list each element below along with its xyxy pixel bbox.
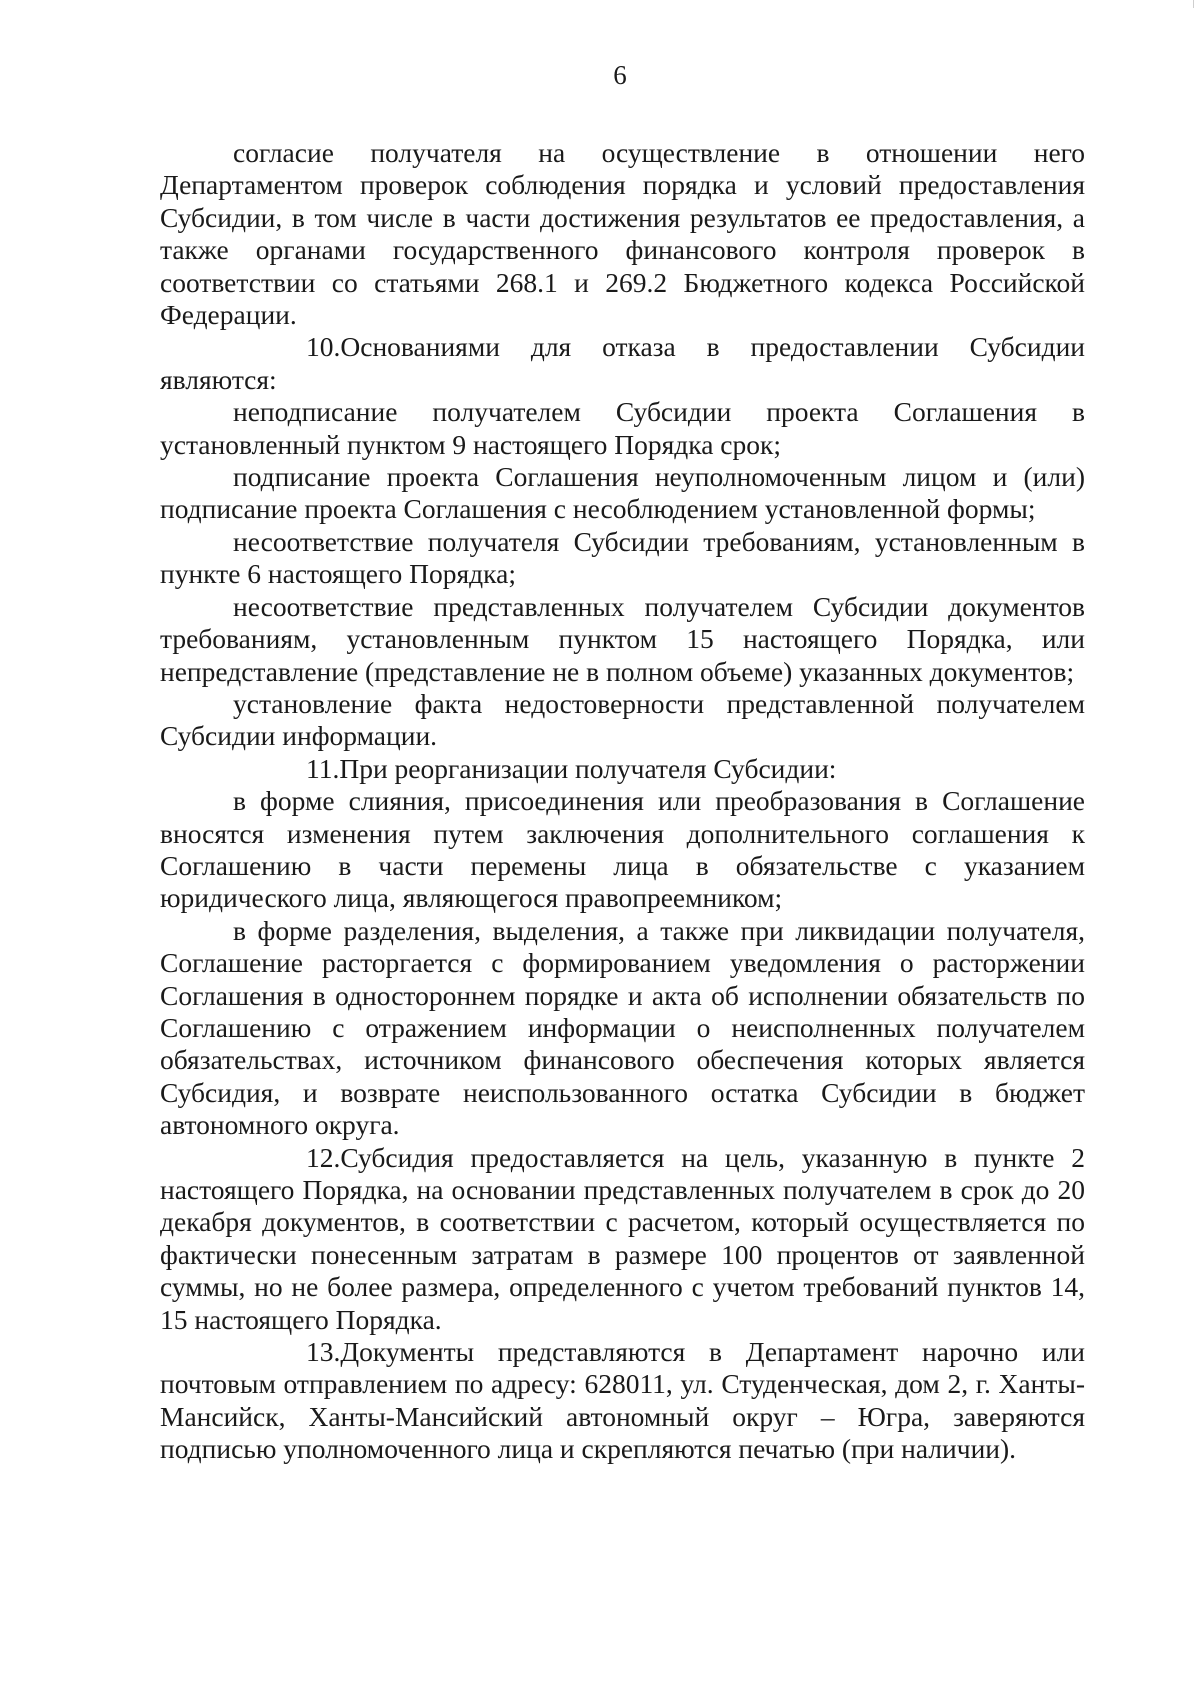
paragraph-text: подписание проекта Соглашения неуполномоченным лицом и (или) подписание проекта Соглашения с несоблюдением установленной формы; xyxy=(160,461,1085,525)
paragraph-item-13 xyxy=(160,1336,1085,1466)
paragraph-item-12 xyxy=(160,1142,1085,1336)
paragraph-reorganization-merger xyxy=(160,785,1085,915)
paragraph-refusal-ground-1 xyxy=(160,396,1085,461)
page-number: 6 xyxy=(613,60,627,90)
paragraph-text: установление факта недостоверности представленной получателем Субсидии информации. xyxy=(160,687,1085,752)
item-number: 11. xyxy=(306,752,340,784)
paragraph-text: в форме разделения, выделения, а также при ликвидации получателя, Соглашение расторгается с формированием уведомления о расторжении Соглашения в одностороннем порядке и акта об исполнении обязательств по Соглашению с отражением информации о неисполненных получателем обязательствах, источником финансового обеспечения которых является Субсидия, и возврате неиспользованного остатка Субсидии в бюджет автономного округа. xyxy=(160,914,1085,1141)
item-number: 10. xyxy=(306,331,341,363)
paragraph-text: Основаниями для отказа в предоставлении Субсидии являются: xyxy=(160,331,1085,395)
paragraph-continuation xyxy=(160,137,1085,331)
paragraph-text: При реорганизации получателя Субсидии: xyxy=(339,752,837,784)
paragraph-refusal-ground-2 xyxy=(160,461,1085,526)
paragraph-item-10 xyxy=(160,331,1085,396)
paragraph-item-11 xyxy=(160,753,1085,785)
paragraph-text: Субсидия предоставляется на цель, указанную в пункте 2 настоящего Порядка, на основании представленных получателем в срок до 20 декабря документов, в соответствии с расчетом, который осуществляется по фактически понесенным затратам в размере 100 процентов от заявленной суммы, но не более размера, определенного с учетом требований пунктов 14, 15 настоящего Порядка. xyxy=(160,1141,1085,1335)
paragraph-refusal-ground-4 xyxy=(160,591,1085,688)
paragraph-text: согласие получателя на осуществление в отношении него Департаментом проверок соблюдения порядка и условий предоставления Субсидии, в том числе в части достижения результатов ее предоставления, а также органами государственного финансового контроля проверок в соответствии со статьями 268.1 и 269.2 Бюджетного кодекса Российской Федерации. xyxy=(160,137,1085,331)
scan-edge-mark xyxy=(1189,0,1194,8)
paragraph-reorganization-division xyxy=(160,915,1085,1142)
item-number: 12. xyxy=(306,1141,341,1173)
paragraph-refusal-ground-3 xyxy=(160,526,1085,591)
paragraph-refusal-ground-5 xyxy=(160,688,1085,753)
paragraph-text: неподписание получателем Субсидии проекта Соглашения в установленный пунктом 9 настоящего Порядка срок; xyxy=(160,396,1085,460)
document-body xyxy=(160,137,1085,1466)
item-number: 13. xyxy=(306,1336,341,1368)
paragraph-text: несоответствие представленных получателем Субсидии документов требованиям, установленным пунктом 15 настоящего Порядка, или непредставление (представление не в полном объеме) указанных документов; xyxy=(160,590,1085,687)
paragraph-text: в форме слияния, присоединения или преобразования в Соглашение вносятся изменения путем заключения дополнительного соглашения к Соглашению в части перемены лица в обязательстве с указанием юридического лица, являющегося правопреемником; xyxy=(160,785,1085,914)
paragraph-text: Документы представляются в Департамент нарочно или почтовым отправлением по адресу: 628011, ул. Студенческая, дом 2, г. Ханты-Мансийск, Ханты-Мансийский автономный округ – Югра, заверяются подписью уполномоченного лица и скрепляются печатью (при наличии). xyxy=(160,1336,1085,1465)
paragraph-text: несоответствие получателя Субсидии требованиям, установленным в пункте 6 настоящего Порядка; xyxy=(160,525,1085,590)
